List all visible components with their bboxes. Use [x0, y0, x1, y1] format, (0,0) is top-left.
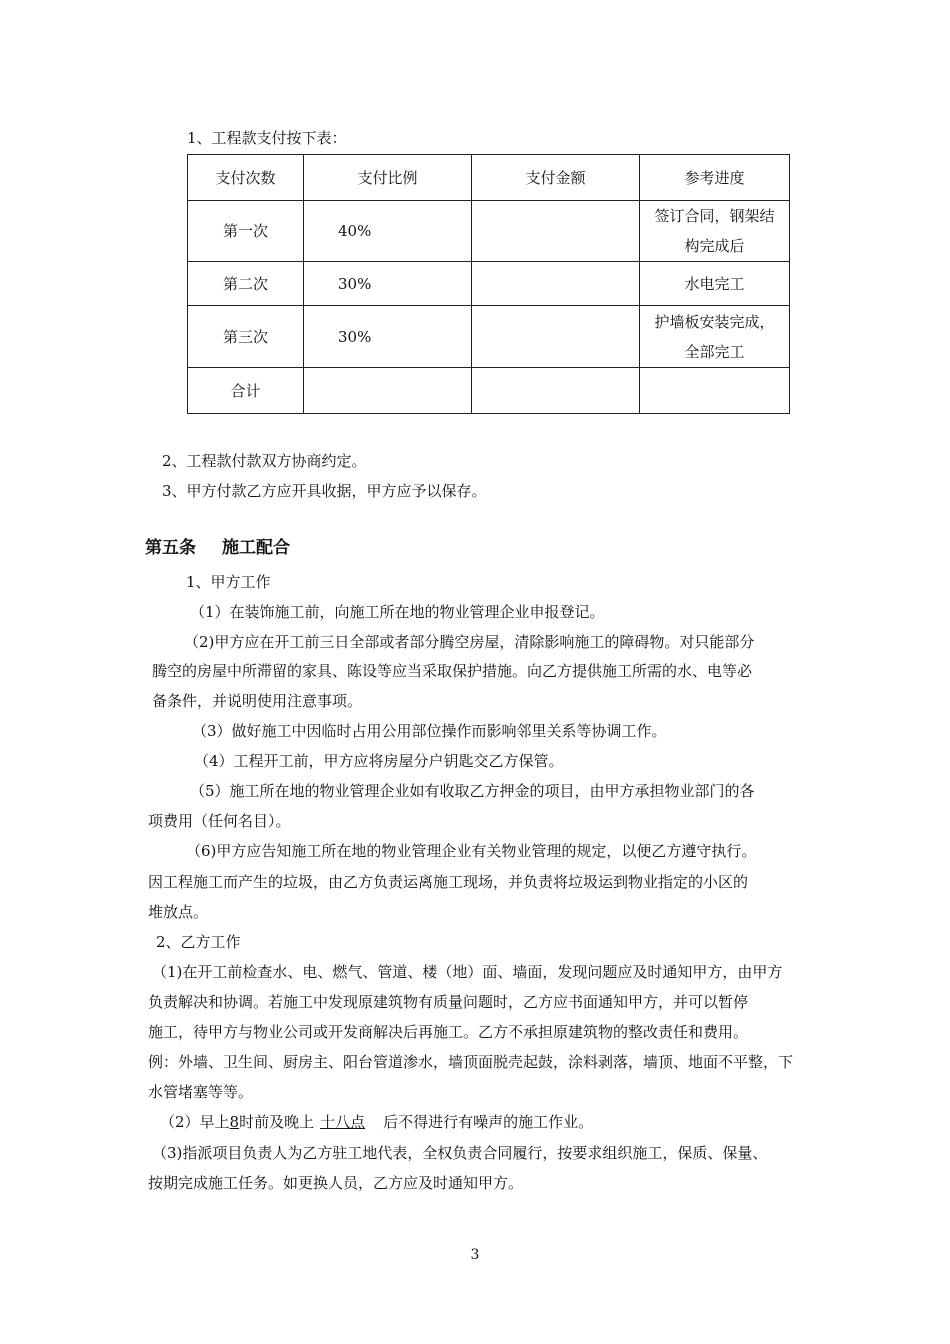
- times-cell: 第一次: [188, 201, 304, 262]
- noise-middle: 时前及晚上: [239, 1113, 315, 1131]
- ratio-cell: 30%: [304, 262, 472, 306]
- ratio-cell: 40%: [304, 201, 472, 262]
- times-cell: 第二次: [188, 262, 304, 306]
- table-header-row: [188, 155, 790, 201]
- section-heading: [145, 533, 290, 558]
- payment-note: 2、工程款付款双方协商约定。: [162, 452, 367, 470]
- table-row: [188, 262, 790, 306]
- paragraph-line: 腾空的房屋中所滞留的家具、陈设等应当采取保护措施。向乙方提供施工所需的水、电等必: [152, 662, 753, 680]
- progress-cell: [640, 262, 790, 306]
- page-number: 3: [470, 1247, 480, 1263]
- noise-suffix: 后不得进行有噪声的施工作业。: [383, 1113, 594, 1131]
- amount-cell: [472, 262, 640, 306]
- paragraph-line: （4）工程开工前，甲方应将房屋分户钥匙交乙方保管。: [194, 752, 564, 770]
- progress-cell: [640, 368, 790, 414]
- times-cell: 第三次: [188, 306, 304, 368]
- party-b-title: 2、乙方工作: [156, 933, 241, 951]
- paragraph-line: （1）在装饰施工前，向施工所在地的物业管理企业申报登记。: [190, 603, 605, 621]
- paragraph-line: 施工，待甲方与物业公司或开发商解决后再施工。乙方不承担原建筑物的整改责任和费用。: [148, 1023, 749, 1041]
- ratio-cell: [304, 368, 472, 414]
- ratio-cell: 30%: [304, 306, 472, 368]
- amount-cell: [472, 368, 640, 414]
- paragraph-line: （6)甲方应告知施工所在地的物业管理企业有关物业管理的规定，以便乙方遵守执行。: [186, 842, 757, 860]
- paragraph-line: 例：外墙、卫生间、厨房主、阳台管道渗水，墙顶面脱壳起鼓，涂料剥落，墙顶、地面不平整，下: [148, 1053, 794, 1071]
- paragraph-line: （3)指派项目负责人为乙方驻工地代表，全权负责合同履行，按要求组织施工，保质、保量、: [152, 1144, 768, 1162]
- progress-line: 构完成后: [684, 237, 745, 255]
- progress-line: 全部完工: [684, 342, 745, 361]
- payment-note: 3、甲方付款乙方应开具收据，甲方应予以保存。: [162, 482, 487, 500]
- noise-prefix: （2）早上: [160, 1113, 230, 1131]
- table-row: [188, 201, 790, 262]
- paragraph-line: （3）做好施工中因临时占用公用部位操作而影响邻里关系等协调工作。: [192, 722, 667, 740]
- progress-cell: [640, 201, 790, 262]
- header-cell: 支付次数: [188, 155, 304, 201]
- progress-cell: [640, 306, 790, 368]
- paragraph-line: 按期完成施工任务。如更换人员，乙方应及时通知甲方。: [148, 1174, 524, 1192]
- paragraph-line: （5）施工所在地的物业管理企业如有收取乙方押金的项目，由甲方承担物业部门的各: [190, 782, 755, 800]
- header-cell: 参考进度: [640, 155, 790, 201]
- paragraph-line: 堆放点。: [148, 903, 209, 921]
- paragraph-line: 因工程施工而产生的垃圾，由乙方负责运离施工现场，并负责将垃圾运到物业指定的小区的: [148, 873, 749, 891]
- section-number: 第五条: [145, 538, 196, 558]
- paragraph-line: 负责解决和协调。若施工中发现原建筑物有质量问题时，乙方应书面通知甲方，并可以暂停: [148, 993, 749, 1011]
- party-a-title: 1、甲方工作: [186, 573, 271, 591]
- paragraph-line: 水管堵塞等等。: [148, 1083, 254, 1101]
- header-cell: 支付比例: [304, 155, 472, 201]
- times-cell: 合计: [188, 368, 304, 414]
- morning-hour: 8: [229, 1113, 240, 1131]
- amount-cell: [472, 306, 640, 368]
- noise-rule-line: [160, 1111, 593, 1132]
- table-row: [188, 306, 790, 368]
- paragraph-line: 备条件，并说明使用注意事项。: [152, 692, 363, 710]
- header-cell: 支付金额: [472, 155, 640, 201]
- section-name: 施工配合: [222, 538, 290, 558]
- paragraph-line: 项费用（任何名目）。: [148, 812, 291, 830]
- amount-cell: [472, 201, 640, 262]
- paragraph-line: （1)在开工前检查水、电、燃气、管道、楼（地）面、墙面，发现问题应及时通知甲方，由甲方: [152, 963, 783, 981]
- progress-line: 护墙板安装完成，: [654, 312, 775, 331]
- evening-hour: 十八点: [320, 1113, 366, 1131]
- progress-line: 水电完工: [684, 274, 745, 293]
- payment-intro: 1、工程款支付按下表：: [187, 129, 347, 147]
- paragraph-line: （2)甲方应在开工前三日全部或者部分腾空房屋，清除影响施工的障碍物。对只能部分: [184, 633, 755, 651]
- table-total-row: [188, 368, 790, 414]
- progress-line: 签订合同，钢架结: [654, 207, 775, 225]
- payment-table: [187, 154, 790, 414]
